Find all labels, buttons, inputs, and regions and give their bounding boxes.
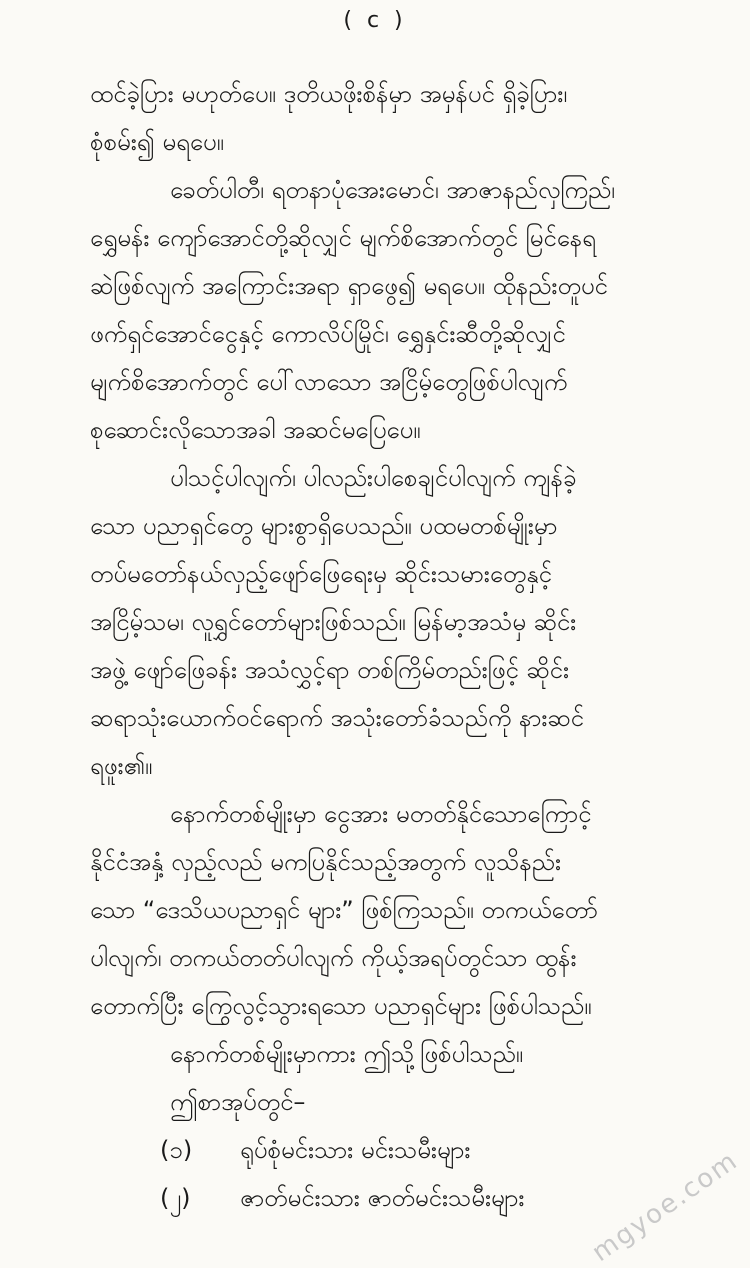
text-line: နောက်တစ်မျိုးမှာ ငွေအား မတတ်နိုင်သောကြောင့်: [170, 800, 592, 828]
list-item: [90, 1126, 680, 1174]
text-line: အငြိမ့်သမ၊ လူရွှင်တော်များဖြစ်သည်။ မြန်မာ့အသံမှ ဆိုင်း: [90, 608, 577, 636]
list-number: (၂): [160, 1184, 191, 1212]
text-line: ပါသင့်ပါလျက်၊ ပါလည်းပါစေချင်ပါလျက် ကျန်ခဲ့: [170, 464, 577, 492]
text-line: ထင်ခဲ့ပြား မဟုတ်ပေ။ ဒုတိယဖိုးစိန်မှာ အမှန်ပင် ရှိခဲ့ပြား၊: [90, 80, 568, 108]
text-line: ဖက်ရှင်အောင်ငွေနှင့် ကောလိပ်မြိုင်၊ ရွှေနှင်းဆီတို့ဆိုလျှင်: [90, 320, 566, 348]
watermark: mgyoe.com: [586, 1145, 744, 1268]
text-line: စုဆောင်းလိုသောအခါ အဆင်မပြေပေ။: [90, 416, 421, 444]
list-text: ဇာတ်မင်းသား ဇာတ်မင်းသမီးများ: [240, 1184, 525, 1212]
text-line: တောက်ပြီး ကြွေလွင့်သွားရသော ပညာရှင်များ ဖြစ်ပါသည်။: [90, 992, 592, 1020]
text-line: နိုင်ငံအနှံ့ လှည့်လည် မကပြနိုင်သည့်အတွက် လူသိနည်း: [90, 848, 562, 876]
text-line: စုံစမ်း၍ မရပေ။: [90, 128, 224, 156]
text-line: အဖွဲ့ ဖျော်ဖြေခန်း အသံလွှင့်ရာ တစ်ကြိမ်တည်းဖြင့် ဆိုင်း: [90, 656, 570, 684]
list-number: (၁): [160, 1136, 193, 1164]
text-line: ခေတ်ပါတီ၊ ရတနာပုံအေးမောင်၊ အာဇာနည်လှကြည်၊: [170, 176, 615, 204]
text-line: သော ပညာရှင်တွေ များစွာရှိပေသည်။ ပထမတစ်မျိုးမှာ: [90, 512, 558, 540]
text-line: ဆရာသုံးယောက်ဝင်ရောက် အသုံးတော်ခံသည်ကို နားဆင်: [90, 704, 584, 732]
page-number: ( c ): [343, 8, 407, 33]
text-line: နောက်တစ်မျိုးမှာကား ဤသို့ဖြစ်ပါသည်။: [170, 1040, 524, 1068]
list-text: ရုပ်စုံမင်းသား မင်းသမီးများ: [240, 1136, 471, 1164]
text-line: ရွှေမန်း ကျော်အောင်တို့ဆိုလျှင် မျက်စိအောက်တွင် မြင်နေရ: [90, 224, 596, 252]
body-text: [90, 70, 680, 1222]
text-line: သော “ဒေသိယပညာရှင် များ” ဖြစ်ကြသည်။ တကယ်တော်: [90, 896, 598, 924]
list-item: [90, 1174, 680, 1222]
text-line: ဤစာအုပ်တွင်–: [170, 1088, 306, 1116]
text-line: ရဖူး၏။: [90, 752, 153, 780]
text-line: ဆဲဖြစ်လျက် အကြောင်းအရာ ရှာဖွေ၍ မရပေ။ ထိုနည်းတူပင်: [90, 272, 608, 300]
text-line: တပ်မတော်နယ်လှည့်ဖျော်ဖြေရေးမှ ဆိုင်းသမားတွေနှင့်: [90, 560, 552, 588]
text-line: မျက်စိအောက်တွင် ပေါ်လာသော အငြိမ့်တွေဖြစ်ပါလျက်: [90, 368, 568, 396]
text-line: ပါလျက်၊ တကယ်တတ်ပါလျက် ကိုယ့်အရပ်တွင်သာ ထွန်း: [90, 944, 577, 972]
